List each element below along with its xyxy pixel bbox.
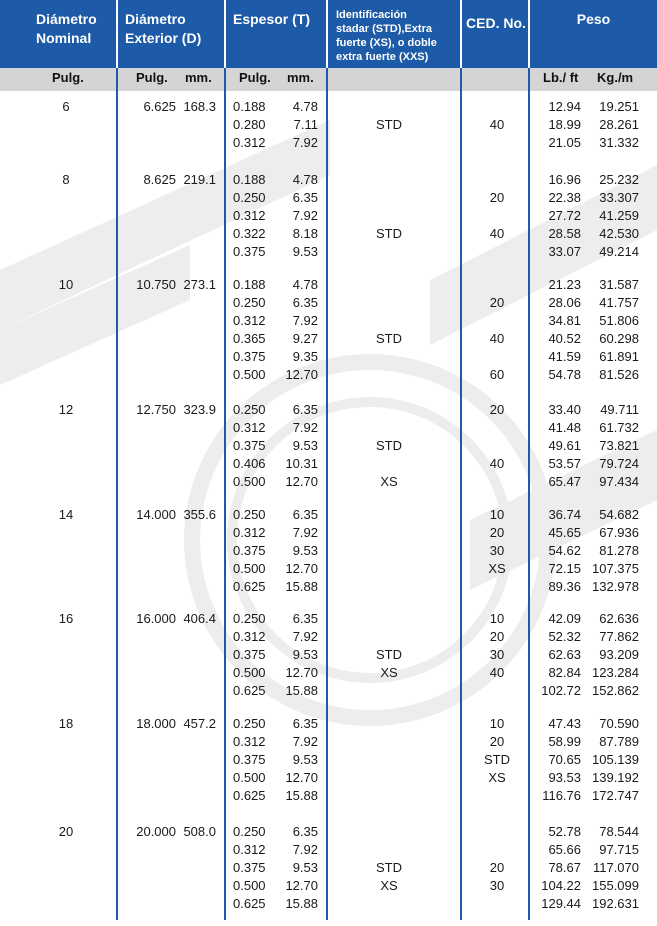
outer-diameter-mm-cell: 457.2 — [183, 716, 216, 731]
thickness-in-cell: 0.500 — [233, 878, 266, 893]
schedule-cell: 60 — [489, 367, 505, 382]
thickness-mm-cell: 7.92 — [292, 629, 318, 644]
weight-lbft-cell: 54.62 — [548, 543, 581, 558]
identification-cell: STD — [376, 438, 402, 453]
thickness-mm-cell: 9.53 — [292, 543, 318, 558]
thickness-in-cell: 0.375 — [233, 543, 266, 558]
thickness-in-cell: 0.250 — [233, 507, 266, 522]
weight-kgm-cell: 123.284 — [592, 665, 639, 680]
schedule-cell: 30 — [489, 543, 505, 558]
weight-kgm-cell: 79.724 — [599, 456, 639, 471]
unit-nominal: Pulg. — [52, 70, 84, 85]
thickness-in-cell: 0.406 — [233, 456, 266, 471]
unit-t-mm: mm. — [287, 70, 314, 85]
thickness-in-cell: 0.312 — [233, 734, 266, 749]
weight-lbft-cell: 65.66 — [548, 842, 581, 857]
thickness-mm-cell: 6.35 — [292, 611, 318, 626]
weight-lbft-cell: 49.61 — [548, 438, 581, 453]
thickness-in-cell: 0.365 — [233, 331, 266, 346]
thickness-mm-cell: 15.88 — [285, 896, 318, 911]
thickness-in-cell: 0.312 — [233, 420, 266, 435]
thickness-in-cell: 0.312 — [233, 313, 266, 328]
schedule-cell: 30 — [489, 878, 505, 893]
identification-cell: STD — [376, 860, 402, 875]
weight-lbft-cell: 45.65 — [548, 525, 581, 540]
thickness-in-cell: 0.312 — [233, 135, 266, 150]
weight-kgm-cell: 81.278 — [599, 543, 639, 558]
weight-kgm-cell: 77.862 — [599, 629, 639, 644]
thickness-in-cell: 0.500 — [233, 770, 266, 785]
thickness-mm-cell: 6.35 — [292, 716, 318, 731]
weight-lbft-cell: 72.15 — [548, 561, 581, 576]
thickness-mm-cell: 7.92 — [292, 420, 318, 435]
thickness-mm-cell: 7.92 — [292, 313, 318, 328]
weight-kgm-cell: 61.891 — [599, 349, 639, 364]
outer-diameter-in-cell: 12.750 — [136, 402, 176, 417]
weight-lbft-cell: 21.23 — [548, 277, 581, 292]
outer-diameter-in-cell: 20.000 — [136, 824, 176, 839]
thickness-in-cell: 0.250 — [233, 824, 266, 839]
weight-lbft-cell: 28.06 — [548, 295, 581, 310]
weight-kgm-cell: 51.806 — [599, 313, 639, 328]
weight-lbft-cell: 52.32 — [548, 629, 581, 644]
thickness-mm-cell: 9.53 — [292, 438, 318, 453]
identification-cell: STD — [376, 647, 402, 662]
thickness-mm-cell: 7.92 — [292, 525, 318, 540]
column-divider — [224, 68, 226, 920]
thickness-mm-cell: 6.35 — [292, 507, 318, 522]
outer-diameter-in-cell: 6.625 — [143, 99, 176, 114]
thickness-mm-cell: 12.70 — [285, 561, 318, 576]
weight-kgm-cell: 49.214 — [599, 244, 639, 259]
weight-lbft-cell: 82.84 — [548, 665, 581, 680]
unit-kgm: Kg./m — [597, 70, 634, 85]
thickness-in-cell: 0.375 — [233, 647, 266, 662]
weight-kgm-cell: 41.757 — [599, 295, 639, 310]
thickness-in-cell: 0.250 — [233, 611, 266, 626]
header-weight: Peso — [530, 0, 657, 68]
outer-diameter-in-cell: 8.625 — [143, 172, 176, 187]
weight-lbft-cell: 34.81 — [548, 313, 581, 328]
weight-lbft-cell: 104.22 — [541, 878, 581, 893]
schedule-cell: 40 — [489, 331, 505, 346]
weight-lbft-cell: 18.99 — [548, 117, 581, 132]
weight-kgm-cell: 97.434 — [599, 474, 639, 489]
thickness-mm-cell: 15.88 — [285, 788, 318, 803]
weight-lbft-cell: 22.38 — [548, 190, 581, 205]
weight-kgm-cell: 33.307 — [599, 190, 639, 205]
schedule-cell: 20 — [489, 525, 505, 540]
weight-kgm-cell: 132.978 — [592, 579, 639, 594]
nominal-size-cell: 14 — [58, 507, 74, 522]
thickness-in-cell: 0.500 — [233, 474, 266, 489]
schedule-cell: 20 — [489, 629, 505, 644]
thickness-mm-cell: 7.11 — [293, 117, 318, 132]
thickness-in-cell: 0.250 — [233, 190, 266, 205]
thickness-mm-cell: 12.70 — [285, 367, 318, 382]
thickness-in-cell: 0.280 — [233, 117, 266, 132]
weight-kgm-cell: 28.261 — [599, 117, 639, 132]
weight-kgm-cell: 19.251 — [599, 99, 639, 114]
thickness-mm-cell: 12.70 — [285, 770, 318, 785]
thickness-in-cell: 0.250 — [233, 295, 266, 310]
identification-cell: STD — [376, 331, 402, 346]
schedule-cell: 10 — [489, 716, 505, 731]
thickness-mm-cell: 6.35 — [292, 295, 318, 310]
weight-kgm-cell: 155.099 — [592, 878, 639, 893]
thickness-in-cell: 0.312 — [233, 208, 266, 223]
thickness-in-cell: 0.188 — [233, 172, 266, 187]
thickness-mm-cell: 9.27 — [292, 331, 318, 346]
weight-lbft-cell: 58.99 — [548, 734, 581, 749]
weight-kgm-cell: 78.544 — [599, 824, 639, 839]
weight-lbft-cell: 52.78 — [548, 824, 581, 839]
schedule-cell: XS — [488, 770, 506, 785]
thickness-in-cell: 0.375 — [233, 438, 266, 453]
outer-diameter-in-cell: 16.000 — [136, 611, 176, 626]
thickness-in-cell: 0.188 — [233, 99, 266, 114]
thickness-in-cell: 0.500 — [233, 367, 266, 382]
outer-diameter-mm-cell: 168.3 — [183, 99, 216, 114]
nominal-size-cell: 18 — [58, 716, 74, 731]
weight-lbft-cell: 42.09 — [548, 611, 581, 626]
weight-lbft-cell: 47.43 — [548, 716, 581, 731]
weight-kgm-cell: 152.862 — [592, 683, 639, 698]
weight-kgm-cell: 172.747 — [592, 788, 639, 803]
schedule-cell: 40 — [489, 226, 505, 241]
thickness-in-cell: 0.500 — [233, 665, 266, 680]
weight-kgm-cell: 70.590 — [599, 716, 639, 731]
thickness-in-cell: 0.625 — [233, 579, 266, 594]
outer-diameter-mm-cell: 508.0 — [183, 824, 216, 839]
thickness-mm-cell: 12.70 — [285, 665, 318, 680]
identification-cell: XS — [380, 665, 398, 680]
thickness-mm-cell: 7.92 — [292, 734, 318, 749]
schedule-cell: 10 — [489, 507, 505, 522]
weight-kgm-cell: 42.530 — [599, 226, 639, 241]
weight-kgm-cell: 60.298 — [599, 331, 639, 346]
thickness-in-cell: 0.375 — [233, 860, 266, 875]
outer-diameter-mm-cell: 219.1 — [183, 172, 216, 187]
unit-t-in: Pulg. — [239, 70, 271, 85]
header-schedule: CED. No. — [462, 0, 528, 68]
identification-cell: STD — [376, 226, 402, 241]
weight-kgm-cell: 31.587 — [599, 277, 639, 292]
thickness-in-cell: 0.250 — [233, 716, 266, 731]
thickness-in-cell: 0.625 — [233, 896, 266, 911]
nominal-size-cell: 10 — [58, 277, 74, 292]
schedule-cell: 40 — [489, 456, 505, 471]
column-divider — [116, 68, 118, 920]
thickness-mm-cell: 9.53 — [292, 647, 318, 662]
thickness-mm-cell: 7.92 — [292, 135, 318, 150]
nominal-size-cell: 8 — [62, 172, 70, 187]
thickness-mm-cell: 6.35 — [292, 190, 318, 205]
weight-lbft-cell: 33.07 — [548, 244, 581, 259]
thickness-in-cell: 0.375 — [233, 244, 266, 259]
weight-kgm-cell: 117.070 — [592, 860, 639, 875]
weight-lbft-cell: 89.36 — [548, 579, 581, 594]
weight-lbft-cell: 27.72 — [548, 208, 581, 223]
weight-kgm-cell: 73.821 — [599, 438, 639, 453]
schedule-cell: 20 — [489, 734, 505, 749]
weight-lbft-cell: 65.47 — [548, 474, 581, 489]
weight-kgm-cell: 93.209 — [599, 647, 639, 662]
unit-od-mm: mm. — [185, 70, 212, 85]
thickness-mm-cell: 4.78 — [292, 99, 318, 114]
header-thickness: Espesor (T) — [226, 0, 326, 68]
schedule-cell: STD — [484, 752, 510, 767]
thickness-mm-cell: 9.53 — [292, 244, 318, 259]
weight-kgm-cell: 41.259 — [599, 208, 639, 223]
weight-lbft-cell: 41.59 — [548, 349, 581, 364]
thickness-mm-cell: 8.18 — [292, 226, 318, 241]
unit-od-in: Pulg. — [136, 70, 168, 85]
weight-lbft-cell: 78.67 — [548, 860, 581, 875]
outer-diameter-in-cell: 10.750 — [136, 277, 176, 292]
thickness-in-cell: 0.312 — [233, 629, 266, 644]
schedule-cell: 20 — [489, 190, 505, 205]
thickness-mm-cell: 9.35 — [292, 349, 318, 364]
weight-lbft-cell: 116.76 — [542, 788, 581, 803]
schedule-cell: 10 — [489, 611, 505, 626]
weight-kgm-cell: 31.332 — [599, 135, 639, 150]
identification-cell: STD — [376, 117, 402, 132]
column-divider — [326, 68, 328, 920]
weight-lbft-cell: 53.57 — [548, 456, 581, 471]
thickness-mm-cell: 15.88 — [285, 683, 318, 698]
weight-lbft-cell: 93.53 — [548, 770, 581, 785]
thickness-mm-cell: 9.53 — [292, 860, 318, 875]
thickness-mm-cell: 7.92 — [292, 208, 318, 223]
header-identification: Identificación stadar (STD),Extra fuerte (XS), o doble extra fuerte (XXS) — [328, 0, 460, 68]
thickness-in-cell: 0.312 — [233, 842, 266, 857]
weight-kgm-cell: 25.232 — [599, 172, 639, 187]
thickness-in-cell: 0.625 — [233, 683, 266, 698]
thickness-mm-cell: 7.92 — [292, 842, 318, 857]
weight-lbft-cell: 33.40 — [548, 402, 581, 417]
thickness-in-cell: 0.322 — [233, 226, 266, 241]
weight-kgm-cell: 62.636 — [599, 611, 639, 626]
thickness-mm-cell: 12.70 — [285, 474, 318, 489]
weight-lbft-cell: 40.52 — [548, 331, 581, 346]
nominal-size-cell: 6 — [62, 99, 70, 114]
header-outer-diameter: Diámetro Exterior (D) — [118, 0, 224, 68]
identification-cell: XS — [380, 474, 398, 489]
outer-diameter-mm-cell: 355.6 — [183, 507, 216, 522]
thickness-in-cell: 0.625 — [233, 788, 266, 803]
thickness-mm-cell: 4.78 — [292, 172, 318, 187]
weight-kgm-cell: 192.631 — [592, 896, 639, 911]
nominal-size-cell: 16 — [58, 611, 74, 626]
thickness-mm-cell: 10.31 — [285, 456, 318, 471]
nominal-size-cell: 20 — [58, 824, 74, 839]
weight-kgm-cell: 105.139 — [592, 752, 639, 767]
thickness-in-cell: 0.500 — [233, 561, 266, 576]
weight-kgm-cell: 61.732 — [599, 420, 639, 435]
weight-lbft-cell: 41.48 — [548, 420, 581, 435]
weight-kgm-cell: 107.375 — [592, 561, 639, 576]
schedule-cell: 20 — [489, 860, 505, 875]
schedule-cell: 20 — [489, 295, 505, 310]
thickness-mm-cell: 12.70 — [285, 878, 318, 893]
outer-diameter-mm-cell: 273.1 — [183, 277, 216, 292]
outer-diameter-mm-cell: 323.9 — [183, 402, 216, 417]
weight-lbft-cell: 102.72 — [541, 683, 581, 698]
thickness-in-cell: 0.375 — [233, 752, 266, 767]
weight-lbft-cell: 70.65 — [548, 752, 581, 767]
thickness-mm-cell: 6.35 — [292, 824, 318, 839]
weight-lbft-cell: 129.44 — [541, 896, 581, 911]
identification-cell: XS — [380, 878, 398, 893]
thickness-in-cell: 0.250 — [233, 402, 266, 417]
weight-lbft-cell: 62.63 — [548, 647, 581, 662]
weight-lbft-cell: 21.05 — [548, 135, 581, 150]
schedule-cell: 20 — [489, 402, 505, 417]
outer-diameter-in-cell: 14.000 — [136, 507, 176, 522]
weight-kgm-cell: 67.936 — [599, 525, 639, 540]
header-nominal-diameter: Diámetro Nominal — [0, 0, 116, 68]
outer-diameter-mm-cell: 406.4 — [183, 611, 216, 626]
schedule-cell: XS — [488, 561, 506, 576]
weight-kgm-cell: 87.789 — [599, 734, 639, 749]
weight-lbft-cell: 28.58 — [548, 226, 581, 241]
thickness-mm-cell: 6.35 — [292, 402, 318, 417]
schedule-cell: 30 — [489, 647, 505, 662]
weight-lbft-cell: 16.96 — [548, 172, 581, 187]
outer-diameter-in-cell: 18.000 — [136, 716, 176, 731]
thickness-mm-cell: 15.88 — [285, 579, 318, 594]
weight-kgm-cell: 49.711 — [600, 402, 639, 417]
thickness-mm-cell: 4.78 — [292, 277, 318, 292]
unit-lbft: Lb./ ft — [543, 70, 579, 85]
weight-kgm-cell: 97.715 — [599, 842, 639, 857]
thickness-in-cell: 0.312 — [233, 525, 266, 540]
thickness-in-cell: 0.375 — [233, 349, 266, 364]
weight-lbft-cell: 54.78 — [548, 367, 581, 382]
thickness-mm-cell: 9.53 — [292, 752, 318, 767]
schedule-cell: 40 — [489, 665, 505, 680]
weight-lbft-cell: 36.74 — [548, 507, 581, 522]
nominal-size-cell: 12 — [58, 402, 74, 417]
weight-kgm-cell: 139.192 — [592, 770, 639, 785]
schedule-cell: 40 — [489, 117, 505, 132]
weight-lbft-cell: 12.94 — [548, 99, 581, 114]
weight-kgm-cell: 54.682 — [599, 507, 639, 522]
weight-kgm-cell: 81.526 — [599, 367, 639, 382]
thickness-in-cell: 0.188 — [233, 277, 266, 292]
